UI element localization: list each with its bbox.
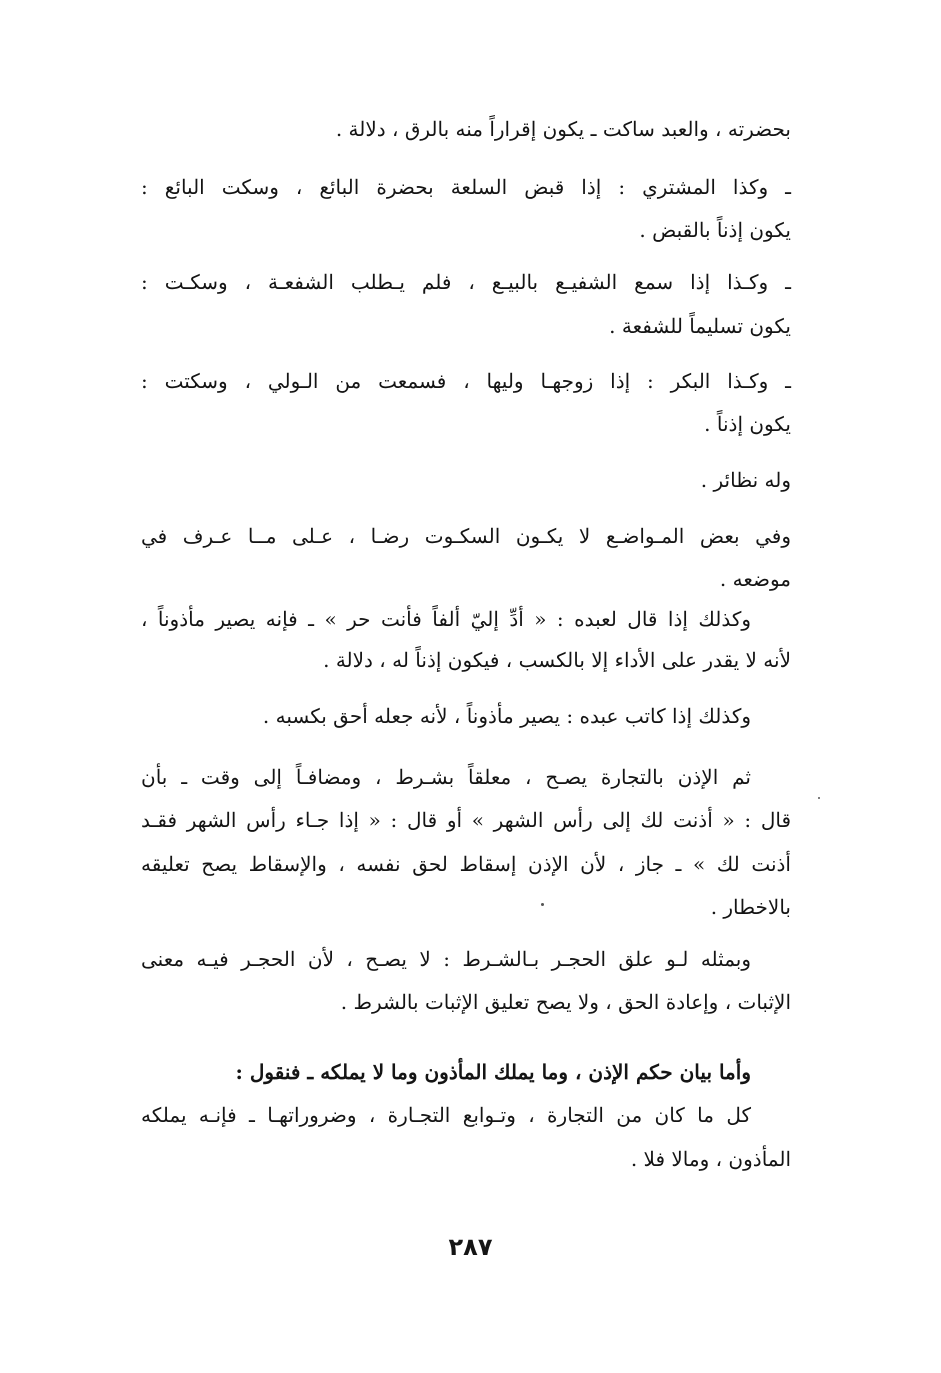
text-line: ـ وكذا المشتري : إذا قبض السلعة بحضرة البائع ، وسكت البائع : (141, 175, 791, 199)
text-line: ثم الإذن بالتجارة يصـح ، معلقاً بشـرط ، ومضافـاً إلى وقت ـ بأن (141, 765, 751, 789)
text-line: ـ وكـذا إذا سمع الشفيـع بالبيـع ، فلم يـطلب الشفعـة ، وسكـت : (141, 270, 791, 294)
text-line: كل ما كان من التجارة ، وتـوابع التجـارة ، وضروراتهـا ـ فإنـه يملكه (141, 1103, 751, 1127)
text-line: وكذلك إذا قال لعبده : « أدِّ إليّ ألفاً فأنت حر » ـ فإنه يصير مأذوناً ، (141, 607, 751, 631)
text-line: المأذون ، ومالا فلا . (630, 1147, 791, 1171)
text-line: الإثبات ، وإعادة الحق ، ولا يصح تعليق الإثبات بالشرط . (340, 990, 791, 1014)
text-line: بحضرته ، والعبد ساكت ـ يكون إقراراً منه بالرق ، دلالة . (335, 117, 791, 141)
text-line: وله نظائر . (700, 468, 791, 492)
text-line: يكون تسليماً للشفعة . (609, 314, 791, 338)
text-line: لأنه لا يقدر على الأداء إلا بالكسب ، فيكون إذناً له ، دلالة . (323, 648, 791, 672)
page-number: ٢٨٧ (448, 1233, 493, 1261)
text-line: أذنت لك » ـ جاز ، لأن الإذن إسقاط لحق نفسه ، والإسقاط يصح تعليقه (141, 852, 791, 876)
text-line: وكذلك إذا كاتب عبده : يصير مأذوناً ، لأنه جعله أحق بكسبه . (262, 704, 751, 728)
text-line: يكون إذناً بالقبض . (639, 218, 791, 242)
text-line: قال : « أذنت لك إلى رأس الشهر » أو قال : « إذا جـاء رأس الشهر فقـد (141, 808, 791, 832)
text-line: وبمثله لـو علق الحجـر بـالشـرط : لا يصـح ، لأن الحجـر فيـه معنى (141, 947, 751, 971)
print-speck (818, 797, 820, 799)
text-line: يكون إذناً . (704, 412, 791, 436)
text-line: بالاخطار . (710, 895, 791, 919)
print-speck (541, 903, 544, 906)
text-line: وفي بعض المـواضـع لا يكـون السكـوت رضـا ، عـلى مــا عـرف في (141, 524, 791, 548)
text-line: ـ وكـذا البكر : إذا زوجهـا وليها ، فسمعت من الـولي ، وسكتت : (141, 369, 791, 393)
text-line: موضعه . (719, 567, 791, 591)
section-heading: وأما بيان حكم الإذن ، وما يملك المأذون وما لا يملكه ـ فنقول : (235, 1060, 751, 1084)
